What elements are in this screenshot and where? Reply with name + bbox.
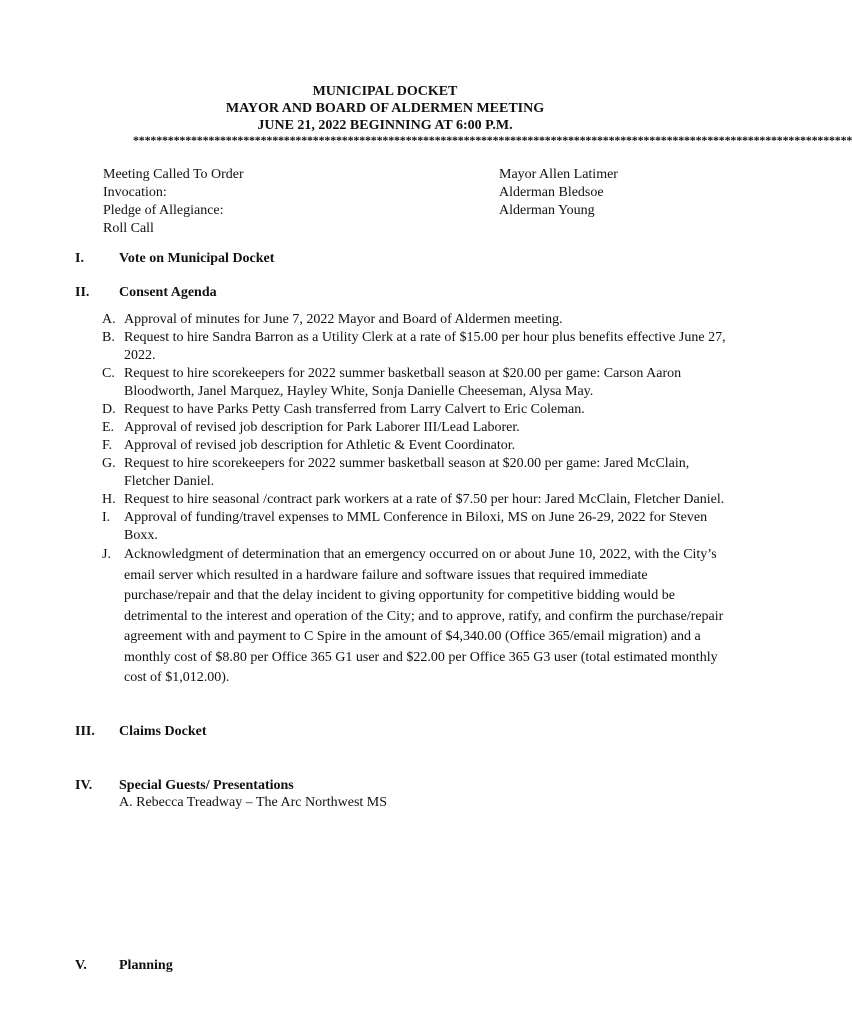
agenda-item (102, 491, 732, 509)
docket-title: MUNICIPAL DOCKET (312, 84, 458, 99)
item-letter: A. (102, 312, 116, 327)
section-number: V. (75, 958, 87, 973)
item-letter: J. (102, 547, 111, 562)
opening-items (103, 166, 244, 238)
agenda-item (102, 329, 732, 365)
agenda-item (102, 401, 732, 419)
item-text: Approval of minutes for June 7, 2022 Mayor and Board of Aldermen meeting. (124, 312, 563, 327)
item-text: Acknowledgment of determination that an emergency occurred on or about June 10, 2022, with the City’s email server which resulted in a hardware failure and software issues that required immediate purchase/repair and that the delay incident to giving opportunity for competitive bidding would be detrimental to the interest and operation of the City; and to approve, ratify, and confirm the purchase/repair agreement with and payment to C Spire in the amount of $4,340.00 (Office 365/email migration) and a monthly cost of $8.80 per Office 365 G1 user and $22.00 per Office 365 G3 user (total estimated monthly cost of $1,012.00). (124, 547, 724, 685)
item-text: Request to have Parks Petty Cash transferred from Larry Calvert to Eric Coleman. (124, 402, 585, 417)
item-letter: I. (102, 510, 111, 525)
opening-item: Roll Call (103, 221, 154, 236)
item-text: Approval of revised job description for Athletic & Event Coordinator. (124, 438, 516, 453)
agenda-item (102, 311, 732, 329)
section-title: Claims Docket (119, 724, 207, 739)
official-name: Mayor Allen Latimer (499, 167, 618, 182)
section-number: IV. (75, 778, 93, 793)
special-guest-item (119, 794, 387, 812)
section-title: Vote on Municipal Docket (119, 251, 275, 266)
agenda-item (102, 437, 732, 455)
section-title: Planning (119, 958, 173, 973)
item-letter: H. (102, 492, 116, 507)
item-letter: A. (119, 795, 133, 810)
section-number: III. (75, 724, 95, 739)
item-letter: B. (102, 330, 115, 345)
item-text: Request to hire seasonal /contract park workers at a rate of $7.50 per hour: Jared McClain, Fletcher Daniel. (124, 492, 725, 507)
agenda-item (102, 455, 732, 491)
asterisk-separator: **************************************************************************************************************************** (133, 133, 852, 147)
section-number: I. (75, 251, 84, 266)
item-letter: C. (102, 366, 115, 381)
agenda-item (102, 419, 732, 437)
official-name: Alderman Young (499, 203, 595, 218)
opening-item: Meeting Called To Order (103, 167, 244, 182)
item-text: Approval of funding/travel expenses to MML Conference in Biloxi, MS on June 26-29, 2022 for Steven Boxx. (124, 510, 708, 543)
item-text: Request to hire scorekeepers for 2022 summer basketball season at $20.00 per game: Jared McClain, Fletcher Daniel. (124, 456, 690, 489)
section-title: Consent Agenda (119, 285, 217, 300)
item-letter: D. (102, 402, 116, 417)
item-text: Request to hire scorekeepers for 2022 summer basketball season at $20.00 per game: Carson Aaron Bloodworth, Janel Marquez, Hayley White, Sonja Danielle Cheeseman, Alysa May. (124, 366, 682, 399)
official-name: Alderman Bledsoe (499, 185, 604, 200)
item-text: Rebecca Treadway – The Arc Northwest MS (136, 795, 388, 810)
meeting-name: MAYOR AND BOARD OF ALDERMEN MEETING (225, 101, 545, 116)
opening-item: Invocation: (103, 185, 167, 200)
item-letter: G. (102, 456, 116, 471)
consent-agenda-list (102, 311, 732, 689)
agenda-item (102, 545, 732, 689)
item-text: Approval of revised job description for Park Laborer III/Lead Laborer. (124, 420, 520, 435)
agenda-item (102, 509, 732, 545)
agenda-item (102, 365, 732, 401)
docket-header (0, 83, 770, 134)
item-text: Request to hire Sandra Barron as a Utility Clerk at a rate of $15.00 per hour plus benefits effective June 27, 2022. (124, 330, 726, 363)
section-title: Special Guests/ Presentations (119, 778, 294, 793)
item-letter: F. (102, 438, 113, 453)
opening-officials (499, 166, 618, 220)
item-letter: E. (102, 420, 115, 435)
opening-item: Pledge of Allegiance: (103, 203, 224, 218)
meeting-date-time: JUNE 21, 2022 BEGINNING AT 6:00 P.M. (257, 118, 513, 133)
section-number: II. (75, 285, 90, 300)
